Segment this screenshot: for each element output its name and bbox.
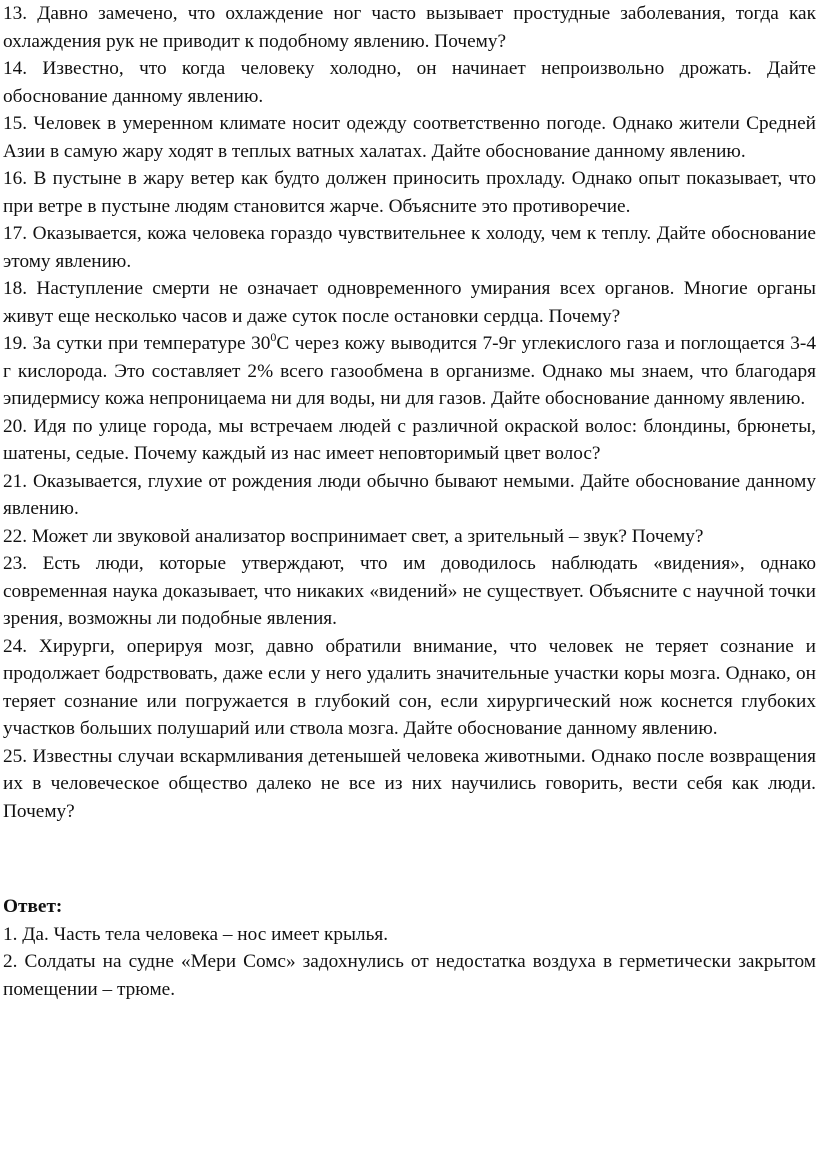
question-25: 25. Известны случаи вскармливания детенышей человека животными. Однако после возвращения их в человеческое общество далеко не все из них научились говорить, вести себя как люди. Почему? <box>3 745 816 822</box>
question-15: 15. Человек в умеренном климате носит одежду соответственно погоде. Однако жители Средней Азии в самую жару ходят в теплых ватных халатах. Дайте обоснование данному явлению. <box>3 113 816 162</box>
question-19 <box>3 330 816 413</box>
question-17: 17. Оказывается, кожа человека гораздо чувствительнее к холоду, чем к теплу. Дайте обоснование этому явлению. <box>3 223 816 272</box>
question-18: 18. Наступление смерти не означает одновременного умирания всех органов. Многие органы живут еще несколько часов и даже суток после остановки сердца. Почему? <box>3 278 816 327</box>
questions-section <box>3 0 816 825</box>
question-23: 23. Есть люди, которые утверждают, что им доводилось наблюдать «видения», однако современная наука доказывает, что никаких «видений» не существует. Объясните с научной точки зрения, возможны ли подобные явления. <box>3 553 816 629</box>
question-22: 22. Может ли звуковой анализатор воспринимает свет, а зрительный – звук? Почему? <box>3 525 704 547</box>
question-16: 16. В пустыне в жару ветер как будто должен приносить прохладу. Однако опыт показывает, что при ветре в пустыне людям становится жарче. Объясните это противоречие. <box>3 168 816 217</box>
answers-heading: Ответ: <box>3 896 63 917</box>
question-20: 20. Идя по улице города, мы встречаем людей с различной окраской волос: блондины, брюнеты, шатены, седые. Почему каждый из нас имеет неповторимый цвет волос? <box>3 415 816 464</box>
answer-1: 1. Да. Часть тела человека – нос имеет крылья. <box>3 923 389 945</box>
answer-2: 2. Солдаты на судне «Мери Сомс» задохнулись от недостатка воздуха в герметически закрытом помещении – трюме. <box>3 951 816 1000</box>
question-19-part-2: С через кожу выводится 7-9г углекислого газа и поглощается 3-4 г кислорода. Это составляет 2% всего газообмена в организме. Однако мы знаем, что благодаря эпидермису кожа непроницаема ни для воды, ни для газов. Дайте обоснование данному явлению. <box>3 333 816 409</box>
question-14: 14. Известно, что когда человеку холодно, он начинает непроизвольно дрожать. Дайте обоснование данному явлению. <box>3 58 816 107</box>
question-21: 21. Оказывается, глухие от рождения люди обычно бывают немыми. Дайте обоснование данному явлению. <box>3 470 816 519</box>
degree-superscript: 0 <box>270 329 277 344</box>
answers-section <box>3 893 816 1003</box>
question-24: 24. Хирурги, оперируя мозг, давно обратили внимание, что человек не теряет сознание и продолжает бодрствовать, даже если у него удалить значительные участки коры мозга. Однако, он теряет сознание или погружается в глубокий сон, если хирургический нож коснется глубоких участков больших полушарий или ствола мозга. Дайте обоснование данному явлению. <box>3 635 816 739</box>
question-19-part-1: 19. За сутки при температуре 30 <box>3 333 271 354</box>
question-13: 13. Давно замечено, что охлаждение ног часто вызывает простудные заболевания, тогда как охлаждения рук не приводит к подобному явлению. Почему? <box>3 3 816 52</box>
section-spacer <box>3 825 816 893</box>
